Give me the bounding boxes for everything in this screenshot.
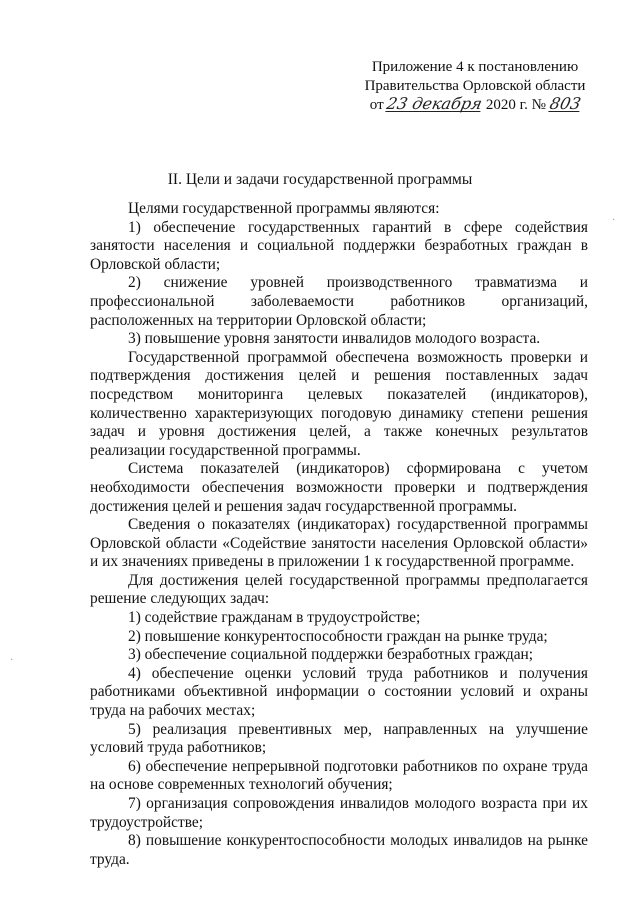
paragraph: Государственной программой обеспечена возможность проверки и подтверждения достижения целей и решения поставленных задач посредством мониторинга целевых показателей (индикаторов), количественно характеризующих погодовую динамику степени решения задач и уровня достижения целей, а также конечных результатов реализации государственной программы. [90, 348, 588, 459]
section-title: II. Цели и задачи государственной программы [167, 171, 473, 188]
paragraph: 6) обеспечение непрерывной подготовки работников по охране труда на основе современных технологий обучения; [90, 757, 588, 794]
handwritten-date: 23 декабря [385, 94, 485, 113]
paragraph: 8) повышение конкурентоспособности молодых инвалидов на рынке труда. [90, 832, 588, 868]
header-line-1: Приложение 4 к постановлению [371, 59, 579, 75]
paragraph: 2) повышение конкурентоспособности граждан на рынке труда; [128, 627, 548, 645]
paragraph: 4) обеспечение оценки условий труда работников и получения работниками объективной информации о состоянии условий и охраны труда на рабочих местах; [90, 664, 588, 720]
header-date-line [345, 96, 605, 115]
paragraph: 5) реализация превентивных мер, направленных на улучшение условий труда работников; [90, 720, 588, 757]
header-line-2: Правительства Орловской области [364, 78, 586, 94]
paragraph: 1) содействие гражданам в трудоустройстве; [128, 609, 421, 627]
paragraph: Сведения о показателях (индикаторах) государственной программы Орловской области «Содействие занятости населения Орловской области» и их значениях приведены в приложении 1 к государственной программе. [90, 516, 588, 571]
paragraph: 3) повышение уровня занятости инвалидов молодого возраста. [128, 330, 541, 348]
paragraph: 2) снижение уровней производственного травматизма и профессиональной заболеваемости работников организаций, расположенных на территории Орловской области; [90, 274, 588, 329]
paragraph: 7) организация сопровождения инвалидов молодого возраста при их трудоустройстве; [90, 795, 588, 831]
date-prefix: от [369, 97, 384, 113]
paragraph: Система показателей (индикаторов) сформирована с учетом необходимости обеспечения возможности проверки и подтверждения достижения целей и решения задач государственной программы. [90, 460, 588, 515]
scan-speck: · [10, 655, 14, 666]
document-body [90, 200, 588, 869]
handwritten-number: 803 [547, 94, 583, 113]
paragraph: 1) обеспечение государственных гарантий в сфере содействия занятости населения и социальной поддержки безработных граждан в Орловской области; [90, 218, 588, 273]
appendix-header [345, 58, 605, 115]
paragraph: Целями государственной программы являются: [128, 200, 440, 217]
paragraph: 3) обеспечение социальной поддержки безработных граждан; [128, 646, 534, 664]
date-year: 2020 г. № [485, 97, 546, 113]
paragraph: Для достижения целей государственной программы предполагается решение следующих задач: [90, 571, 588, 608]
scan-speck: · [612, 215, 616, 226]
